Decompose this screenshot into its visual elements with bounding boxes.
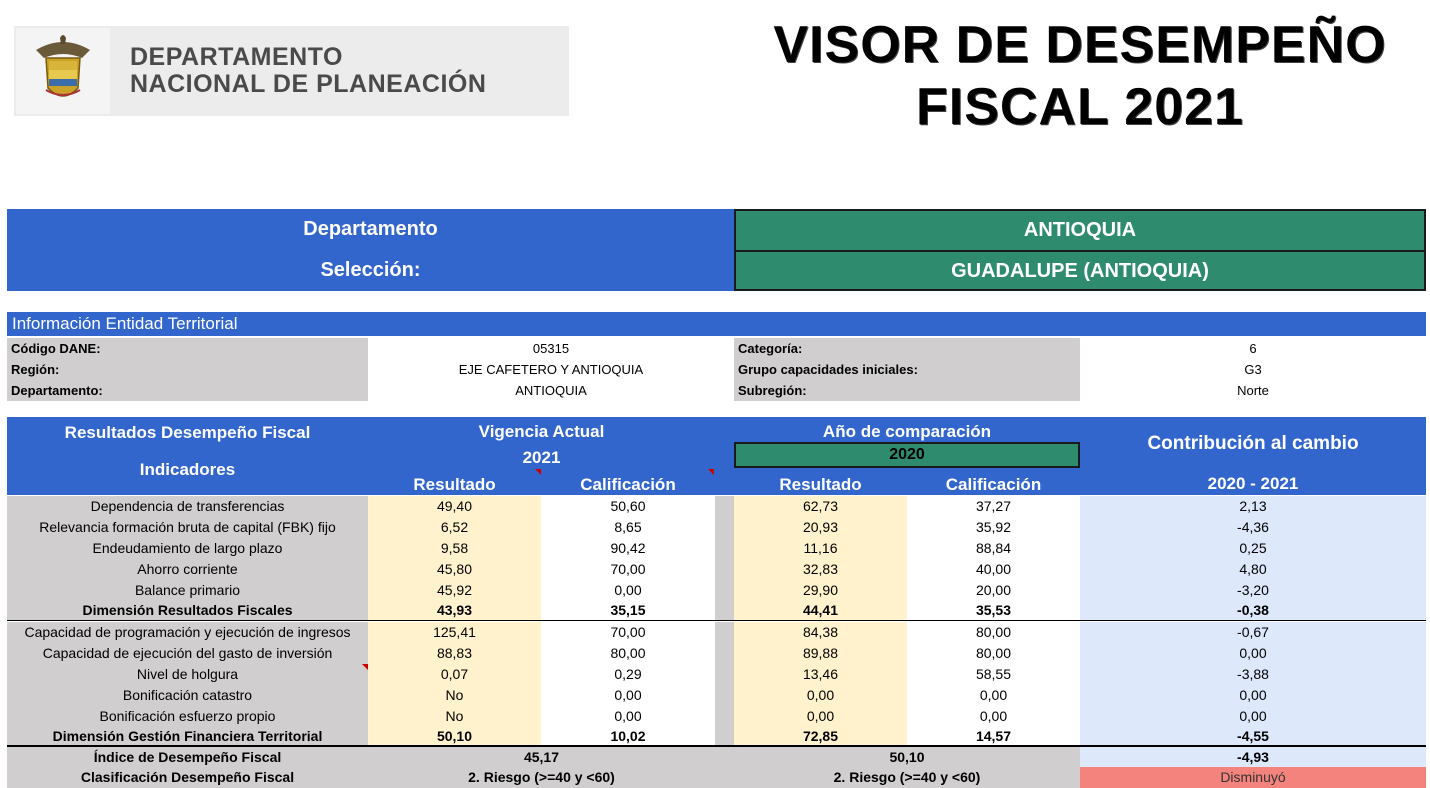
subregion-label: Subregión: [734,380,1080,401]
cell-r1: 43,93 [368,600,541,621]
resultado-header-2021: Resultado [413,475,496,494]
cell-name: Dimensión Resultados Fiscales [7,600,368,621]
cell-k1: 0,29 [541,664,715,685]
cell-k1: 50,60 [541,496,715,517]
cell-gap [715,706,734,727]
selection-labels [7,209,734,291]
logo-line-2: NACIONAL DE PLANEACIÓN [130,70,487,98]
cell-ch: -3,20 [1080,580,1426,601]
selection-values [734,209,1426,291]
cell-name: Dimensión Gestión Financiera Territorial [7,726,368,747]
cell-r1: No [368,685,541,706]
cell-ch: 2,13 [1080,496,1426,517]
cell-gap [715,538,734,559]
cell-k1: 8,65 [541,517,715,538]
cell-name: Capacidad de programación y ejecución de ingresos [7,622,368,643]
info-section-header: Información Entidad Territorial [7,312,1426,336]
cell-k2: 40,00 [907,559,1080,580]
comment-marker-icon [535,469,541,475]
comparison-year-dropdown[interactable]: 2020 [734,442,1080,468]
table-row [7,496,1426,517]
cell-name: Bonificación catastro [7,685,368,706]
cell-k2: 35,53 [907,600,1080,621]
subregion-value: Norte [1237,383,1269,398]
cell-ch: -4,36 [1080,517,1426,538]
cell-ch: -3,88 [1080,664,1426,685]
cell-k1: 70,00 [541,559,715,580]
cell-r1: 9,58 [368,538,541,559]
cell-r2: 32,83 [734,559,907,580]
table-row [7,538,1426,559]
section-divider [7,620,1426,621]
cell-ch: 0,00 [1080,643,1426,664]
cell-k1: 0,00 [541,685,715,706]
seleccion-label: Selección: [320,259,421,281]
cell-r2: 0,00 [734,685,907,706]
departamento-label: Departamento [303,218,438,240]
cell-gap [715,580,734,601]
cell-r1: 49,40 [368,496,541,517]
cell-ch: 0,00 [1080,685,1426,706]
cell-name: Relevancia formación bruta de capital (FBK) fijo [7,517,368,538]
cell-ch: -4,55 [1080,726,1426,747]
cell-ch: 4,80 [1080,559,1426,580]
cell-k2: 0,00 [907,685,1080,706]
departamento-info-label: Departamento: [7,380,368,401]
cell-r1: 88,83 [368,643,541,664]
cell-r2: 29,90 [734,580,907,601]
cell-r2: 11,16 [734,538,907,559]
cell-k2: 88,84 [907,538,1080,559]
categoria-label: Categoría: [734,338,1080,359]
cell-k1: 90,42 [541,538,715,559]
indice-actual: 45,17 [368,747,715,768]
title-line-2: FISCAL 2021 [916,78,1244,136]
cell-k2: 80,00 [907,643,1080,664]
comment-marker-icon [708,469,714,475]
indice-cambio: -4,93 [1080,747,1426,768]
municipio-dropdown[interactable]: GUADALUPE (ANTIOQUIA) [951,260,1209,282]
codigo-dane-label: Código DANE: [7,338,368,359]
clasificacion-actual: 2. Riesgo (>=40 y <60) [368,767,715,788]
cell-r1: 125,41 [368,622,541,643]
cell-gap [715,685,734,706]
table-row [7,580,1426,601]
indice-comparacion: 50,10 [734,747,1080,768]
cell-gap [715,664,734,685]
selection-divider [736,250,1424,252]
cell-r2: 89,88 [734,643,907,664]
table-row [7,600,1426,621]
cell-ch: 0,00 [1080,706,1426,727]
cell-r2: 72,85 [734,726,907,747]
cell-name: Nivel de holgura [7,664,368,685]
cell-r2: 44,41 [734,600,907,621]
cell-r2: 62,73 [734,496,907,517]
codigo-dane-value: 05315 [532,341,570,356]
cell-gap [715,643,734,664]
categoria-value: 6 [1249,341,1257,356]
footer-gap [715,747,734,768]
cell-name: Ahorro corriente [7,559,368,580]
coat-of-arms-icon [16,28,110,114]
cell-r1: No [368,706,541,727]
cell-name: Capacidad de ejecución del gasto de inversión [7,643,368,664]
vigencia-header: Vigencia Actual [478,422,605,441]
table-row [7,664,1426,685]
cell-k1: 10,02 [541,726,715,747]
cell-gap [715,600,734,621]
clasificacion-comparacion: 2. Riesgo (>=40 y <60) [734,767,1080,788]
cell-k1: 0,00 [541,706,715,727]
cell-r1: 45,80 [368,559,541,580]
cell-gap [715,726,734,747]
cell-ch: 0,25 [1080,538,1426,559]
cell-k2: 35,92 [907,517,1080,538]
calificacion-header-2020: Calificación [945,475,1042,494]
cell-r2: 13,46 [734,664,907,685]
page-title [720,14,1430,138]
cell-k2: 58,55 [907,664,1080,685]
cell-k2: 80,00 [907,622,1080,643]
departamento-dropdown[interactable]: ANTIOQUIA [1023,219,1137,241]
grupo-label: Grupo capacidades iniciales: [734,359,1080,380]
dnp-logo-text [130,44,486,98]
indice-label: Índice de Desempeño Fiscal [7,747,368,768]
cell-r2: 84,38 [734,622,907,643]
table-row [7,559,1426,580]
departamento-info-value: ANTIOQUIA [515,383,587,398]
cell-name: Balance primario [7,580,368,601]
table-row [7,706,1426,727]
cell-gap [715,622,734,643]
cell-ch: -0,38 [1080,600,1426,621]
region-label: Región: [7,359,368,380]
footer-gap [715,767,734,788]
vigencia-year: 2021 [522,448,561,467]
title-line-1: VISOR DE DESEMPEÑO [773,16,1387,74]
table-row [7,685,1426,706]
table-row [7,643,1426,664]
resultado-header-2020: Resultado [779,475,862,494]
cell-gap [715,517,734,538]
cell-r2: 0,00 [734,706,907,727]
grupo-value: G3 [1244,362,1262,377]
cell-gap [715,496,734,517]
cell-ch: -0,67 [1080,622,1426,643]
results-title: Resultados Desempeño Fiscal [64,423,311,442]
clasificacion-label: Clasificación Desempeño Fiscal [7,767,368,788]
cell-k2: 14,57 [907,726,1080,747]
region-value: EJE CAFETERO Y ANTIOQUIA [458,362,644,377]
cell-name: Endeudamiento de largo plazo [7,538,368,559]
clasificacion-cambio-badge: Disminuyó [1080,767,1426,788]
cell-k1: 70,00 [541,622,715,643]
table-row [7,517,1426,538]
indicadores-header: Indicadores [139,460,236,479]
comparacion-header: Año de comparación [822,422,992,441]
cell-k1: 80,00 [541,643,715,664]
cell-name: Bonificación esfuerzo propio [7,706,368,727]
logo-line-1: DEPARTAMENTO [130,43,343,71]
table-row [7,622,1426,643]
cell-name: Dependencia de transferencias [7,496,368,517]
cell-k2: 37,27 [907,496,1080,517]
calificacion-header-2021: Calificación [580,475,676,494]
cell-r1: 45,92 [368,580,541,601]
cell-k1: 35,15 [541,600,715,621]
cell-r1: 6,52 [368,517,541,538]
contribucion-header: Contribución al cambio [1147,433,1359,454]
table-row [7,726,1426,747]
cell-r1: 50,10 [368,726,541,747]
cell-r2: 20,93 [734,517,907,538]
cell-k2: 20,00 [907,580,1080,601]
cell-k2: 0,00 [907,706,1080,727]
cell-gap [715,559,734,580]
comment-marker-icon [362,664,368,670]
periodo-header: 2020 - 2021 [1207,474,1299,493]
cell-r1: 0,07 [368,664,541,685]
cell-k1: 0,00 [541,580,715,601]
